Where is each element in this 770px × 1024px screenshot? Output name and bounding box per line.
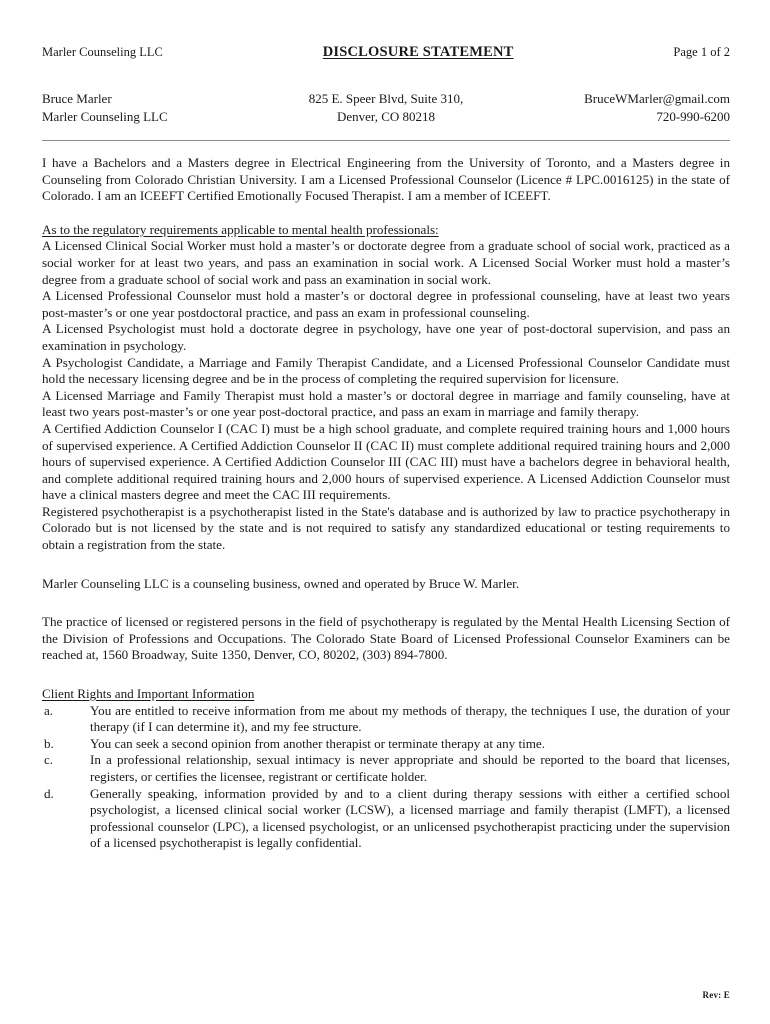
list-item: [42, 752, 730, 785]
gap-before-client-rights: [42, 664, 730, 686]
regulation-statement: The practice of licensed or registered persons in the field of psychotherapy is regulated by the Mental Health Licensing Section of the Division of Professions and Occupations. The Colorado State Board of Licensed Professional Counselor Examiners can be reached at, 1560 Broadway, Suite 1350, Denver, CO, 80202, (303) 894-7800.: [42, 614, 730, 663]
list-item-text: Generally speaking, information provided by and to a client during therapy sessions with either a certified school psychologist, a licensed clinical social worker (LCSW), a licensed marriage and family therapist (LMFT), a licensed professional counselor (LPC), a licensed psychologist, or an unlicensed psychotherapist practicing under the supervision of a licensed psychotherapist is legally confidential.: [90, 785, 730, 851]
client-rights-heading: Client Rights and Important Information: [42, 686, 255, 702]
regulatory-paragraph-social-worker: A Licensed Clinical Social Worker must hold a master’s or doctorate degree from a graduate school of social work, practiced as a social worker for at least two years, and pass an examination in social work. A Licensed Social Worker must hold a master’s degree from a graduate school of social work and pass an examination in social work.: [42, 238, 730, 287]
list-item: [42, 786, 730, 852]
contact-name: Bruce Marler: [42, 91, 112, 106]
contact-address-line2: Denver, CO 80218: [336, 109, 436, 124]
regulatory-heading-row: [42, 222, 730, 239]
list-item-text: In a professional relationship, sexual intimacy is never appropriate and should be reported to the board that licenses, registers, or certifies the licensee, registrant or certificate holder.: [90, 752, 730, 784]
regulatory-paragraph-registered-psychotherapist: Registered psychotherapist is a psychotherapist listed in the State's database and is authorized by law to practice psychotherapy in Colorado but is not licensed by the state and is not required to satisfy any standardized educational or testing requirements to obtain a registration from the state.: [42, 503, 730, 553]
contact-reach: [480, 90, 730, 126]
gap-after-intro: [42, 205, 730, 222]
regulatory-heading: As to the regulatory requirements applicable to mental health professionals:: [42, 221, 439, 237]
contact-address-line1: 825 E. Speer Blvd, Suite 310,: [308, 91, 464, 106]
business-statement: Marler Counseling LLC is a counseling business, owned and operated by Bruce W. Marler.: [42, 575, 520, 591]
document-body: [42, 155, 730, 852]
gap-before-business-statement: [42, 554, 730, 576]
running-head: [42, 45, 730, 60]
intro-paragraph: I have a Bachelors and a Masters degree in Electrical Engineering from the University of Toronto, and a Masters degree in Counseling from Colorado Christian University. I am a Licensed Professional Counselor (Licence # LPC.0016125) in the state of Colorado. I am an ICEEFT Certified Emotionally Focused Therapist. I am a member of ICEEFT.: [42, 155, 730, 204]
list-item-marker: b.: [44, 735, 54, 751]
list-item: [42, 703, 730, 736]
contact-email: BruceWMarler@gmail.com: [584, 91, 730, 106]
page-number-label: Page 1 of 2: [673, 45, 730, 59]
contact-identity: [42, 90, 292, 126]
regulatory-paragraph-addiction-counselor: A Certified Addiction Counselor I (CAC I) must be a high school graduate, and complete required training hours and 1,000 hours of supervised experience. A Certified Addiction Counselor II (CAC II) must complete additional required training hours and 2,000 hours of supervised experience. A Certified Addiction Counselor III (CAC III) must have a bachelors degree in behavioral health, and complete additional required training hours and 2,000 hours of supervised experience. A Licensed Addiction Counselor must have a clinical masters degree and meet the CAC III requirements.: [42, 420, 730, 503]
list-item-marker: d.: [44, 785, 54, 801]
contact-address: [292, 90, 480, 126]
list-item: [42, 736, 730, 753]
gap-before-regulation-statement: [42, 592, 730, 614]
client-rights-heading-row: [42, 686, 730, 703]
running-head-company: Marler Counseling LLC: [42, 45, 163, 59]
regulatory-paragraph-professional-counselor: A Licensed Professional Counselor must hold a master’s or doctoral degree in professional counseling, have at least two years post-master’s or one year postdoctoral practice, and pass an exam in professional counseling.: [42, 288, 730, 320]
list-item-marker: c.: [44, 752, 54, 768]
regulatory-paragraph-psychologist: A Licensed Psychologist must hold a doctorate degree in psychology, have one year of post-doctoral supervision, and pass an examination in psychology.: [42, 321, 730, 353]
list-item-text: You can seek a second opinion from another therapist or terminate therapy at any time.: [90, 735, 545, 751]
header-divider: [42, 140, 730, 141]
page-title: DISCLOSURE STATEMENT: [322, 44, 514, 60]
client-rights-list: [42, 703, 730, 852]
revision-footer: Rev: E: [702, 990, 730, 1000]
contact-phone: 720-990-6200: [656, 109, 730, 124]
regulatory-paragraph-candidates: A Psychologist Candidate, a Marriage and Family Therapist Candidate, and a Licensed Professional Counselor Candidate must hold the necessary licensing degree and be in the process of completing the required supervision for licensure.: [42, 354, 730, 387]
contact-company: Marler Counseling LLC: [42, 109, 168, 124]
contact-block: [42, 90, 730, 126]
regulatory-paragraph-marriage-family-therapist: A Licensed Marriage and Family Therapist must hold a master’s or doctoral degree in marriage and family counseling, have at least two years post-master’s or one year post-doctoral practice, and pass an exam in marriage and family therapy.: [42, 387, 730, 420]
list-item-marker: a.: [44, 702, 54, 718]
list-item-text: You are entitled to receive information from me about my methods of therapy, the techniques I use, the duration of your therapy (if I can determine it), and my fee structure.: [90, 702, 730, 735]
